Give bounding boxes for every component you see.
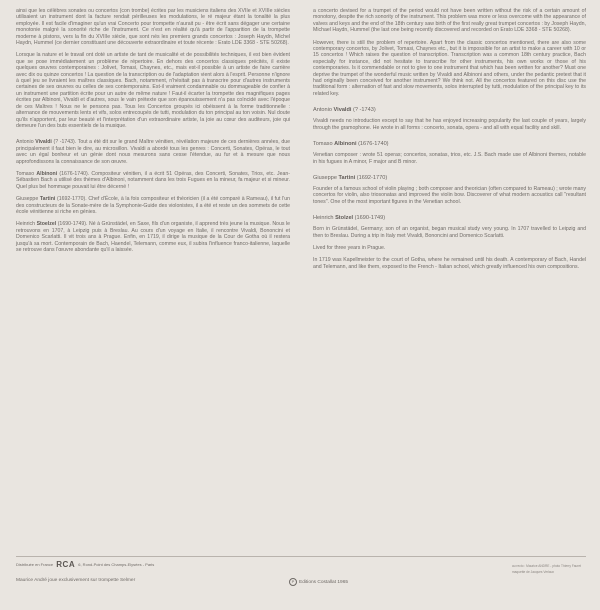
french-tartini-section: Giuseppe Tartini (1692-1770). Chef d'École, à la fois compositeur et théoricien (il a été comparé à Rameau), il fut l'un des constructeurs de la Sonate-mère de la Symphonie-Guide des violonistes, il a été et reste un des sommets de cette école vénitienne si riche en génies.	[16, 196, 290, 215]
composer-name: Vivaldi	[35, 139, 52, 146]
composer-name: Tartini	[39, 196, 56, 203]
english-stolzel-prague: Lived for three years in Prague.	[313, 244, 386, 251]
composer-name: Albinoni	[36, 170, 58, 177]
footer	[16, 556, 586, 585]
english-tartini-text: Founder of a famous school of violin playing ; both composer and theorician (often compared to Rameau) ; wrote many concertos for violin, also triosonatas and improved the violin bow. Discoverer of what modern acoustics call "resultant tones". One of the most important figures in the Venetian school.	[313, 185, 586, 205]
english-vivaldi-heading: Antonio Vivaldi (? -1743)	[313, 107, 376, 114]
french-intro-paragraph: ainsi que les célèbres sonates ou concertos (con trombe) écrites par les musiciens italiens des XVIIe et XVIIIe siècles utilisaient un instrument dont la facture rendait périlleuses les modulations, le ré majeur étant la tonalité la plus employée. Il est facile d'imaginer qu'un vrai Concerto pour trompette n'aurait pu - être écrit sans dégager une certaine monotonie malgré la sonorité riche de l'instrument. Ce n'est en réalité qu'à partir de l'apparition de la trompette moderne à pistons, vers la fin du XVIIIe siècle, que sont nés les premiers grands concertos : Joseph Haydn, Michel Haydn, Hummel (ce dernier constituant une découverte extraordinaire et toute récente : Erato LDE 3368 - STE 50268).	[16, 8, 290, 47]
distribution-line: Distribuée en France RCA 6, Rond-Point des Champs-Elysées - Paris	[16, 560, 155, 569]
selmer-note: Maurice André joue exclusivement sur trompette Selmer	[16, 578, 136, 583]
french-vivaldi-section: Antonio Vivaldi (? -1743). Tout a été dit sur le grand Maître vénitien, révélation majeure de ces dernières années, due principalement il faut bien le dire, au microsillon. Vivaldi a abordé tous les genres : Concerti, Sonates, Opéras, le tout avec un égal bonheur et un génie dont nous mesurons sans cesse l'étendue, au fur et à mesure que nous approfondissons la connaissance de son œuvre.	[16, 139, 290, 165]
english-albinoni-text: Venetian composer : wrote 51 operas; concertos, sonatas, trios, etc. J.S. Bach made use of Albinoni themes, notable in his fugues in A minor, F major and B minor.	[313, 152, 586, 165]
french-repertoire-paragraph: Lorsque la nature et le travail ont doté un artiste de tant de musicalité et de possibilités techniques, il est bien évident que se pose immédiatement un problème de répertoire. En dehors des concertos classiques précités, il existe quelques œuvres contemporaines : Jolivet, Tomasi, Chaynes, etc., mais est-il possible à un artiste de faire carrière avec dix ou quinze concertos ! La question de la transcription ou de l'adaptation vient alors à l'esprit. Personne n'ignore à quel jeu se livraient les maîtres classiques. Bach, notamment, n'hésitait pas à transcrire pour d'autres instruments certaines de ses œuvres ou celles de ses contemporains. Est-il vraiment condamnable ou dommageable de confier à un instrument une partition écrite pour un autre de même nature ! Faut-il écarter la trompette des magnifiques pages écrites par Albinoni, Vivaldi et d'autres, sous le vain prétexte que son épanouissement n'a pas coïncidé avec l'époque de ces Maîtres ! Nous ne le pensons pas. Tous les Concertos groupés ici obéissent à la forme traditionnelle : alternance de mouvements lents et vifs, solos entrecoupés de tutti, modulation du ton principal au ton voisin. Nul doute qu'ils n'apportent, par leur beauté et l'interprétation d'un extraordinaire artiste, la joie au cœur des auditeurs, joie qui demeure l'un des buts essentiels de la musique.	[16, 52, 290, 129]
phonogram-icon: P	[289, 578, 297, 586]
english-repertoire-paragraph: However, there is still the problem of repertoire. Apart from the classic concertos mentioned, there are also some contemporary concertos, by Jolivet, Tomasi, Chaynes etc., but it is impossible for an artist to make a career with 10 or 15 concertos ! Which raises the question of transcription. Transcription was a common 18th century practice, Bach especially for instance, did not hesitate to transcribe for other instruments, his own works or those of his contemporaries. Is it commendable or not to give to one instrument that which has been written for another? Must one deprive the trumpet of the wonderful music written by Vivaldi and Albinoni and others, under the pedantic pretext that it had originally been conceived for another instrument? We think not. All the concertos featured on this disc use the traditional form : alternation of fast and slow movements, solos interrupted by tutti, modulation of the principal key to its related key.	[313, 39, 586, 97]
english-tartini-heading: Giuseppe Tartini (1692-1770)	[313, 174, 388, 181]
composer-name: Stoelzel	[36, 221, 57, 228]
publisher-line: P Editions Costallat 1965	[289, 578, 348, 586]
english-stolzel-heading: Heinrich Stolzel (1690-1749)	[313, 215, 386, 222]
english-stolzel-text: Born in Grünstädel, Germany; son of an organist, began musical study very young. In 1707 travelled to Leipzig and then to Breslau. During a trip in Italy met Vivaldi, Bononcini and Domenico Scarlatti.	[313, 226, 586, 239]
footer-divider	[16, 556, 586, 557]
rca-logo: RCA	[56, 560, 76, 569]
photo-credits: au recto : Maurice ANDRE - photo Thierry Fauret maquette de Jacques Verlaux	[512, 564, 582, 574]
english-notes-column	[313, 8, 586, 270]
english-intro-paragraph: a concerto devised for a trumpet of the period would not have been written without the risk of a certain amount of monotony, despite the rich sonority of the instrument. This problem was more or less overcome with the appearance of valves and keys and the end of the 18th century saw birth of the first really great trumpet concertos : by Joseph Haydn, Michael Haydn, Hummel (the last one being recently discovered and recorded on Erato LDE 3368 - STE 50268).	[313, 8, 586, 34]
french-stolzel-section: Heinrich Stoelzel (1690-1749). Né à Grünstädel, en Saxe, fils d'un organiste, il apprend très jeune la musique. Nous le retrouvons en 1707, à Leipzig puis à Breslau. Au cours d'un voyage en Italie, il rencontre Vivaldi, Bononcini et Domenico Scarlatti. Il vit trois ans à Prague. Enfin, en 1719, il dirige la musique de la Cour de Gotha où il restera jusqu'à sa mort. Contemporain de Bach, Haendel, Telemann, comme eux, il subira l'influence franco-italienne, laquelle se retrouve dans l'œuvre abondante qu'il a laissée.	[16, 221, 290, 253]
english-vivaldi-text: Vivaldi needs no introduction except to say that he has enjoyed increasing popularity the last couple of years, largely through the gramophone. He wrote in all forms : concerto, sonata, opera - and all with equal facility and skill.	[313, 118, 586, 131]
french-notes-column	[16, 8, 290, 253]
english-stolzel-gotha: In 1719 was Kapellmeister to the court of Gotha, where he remained until his death. A contemporary of Bach, Handel and Telemann, and like them, exposed to the French - Italian school, which greatly influenced his own compositions.	[313, 257, 586, 270]
english-albinoni-heading: Tomaso Albinoni (1676-1740)	[313, 141, 389, 148]
french-albinoni-section: Tomaso Albinoni (1676-1740). Compositeur vénitien, il a écrit 51 Opéras, des Concerti, Sonates, Trios, etc. Jean-Sébastien Bach a utilisé des thèmes d'Albinoni, notamment dans les trois Fugues en la mineur, fa majeur et si mineur. Quel plus bel hommage pouvait lui être décerné !	[16, 170, 290, 190]
